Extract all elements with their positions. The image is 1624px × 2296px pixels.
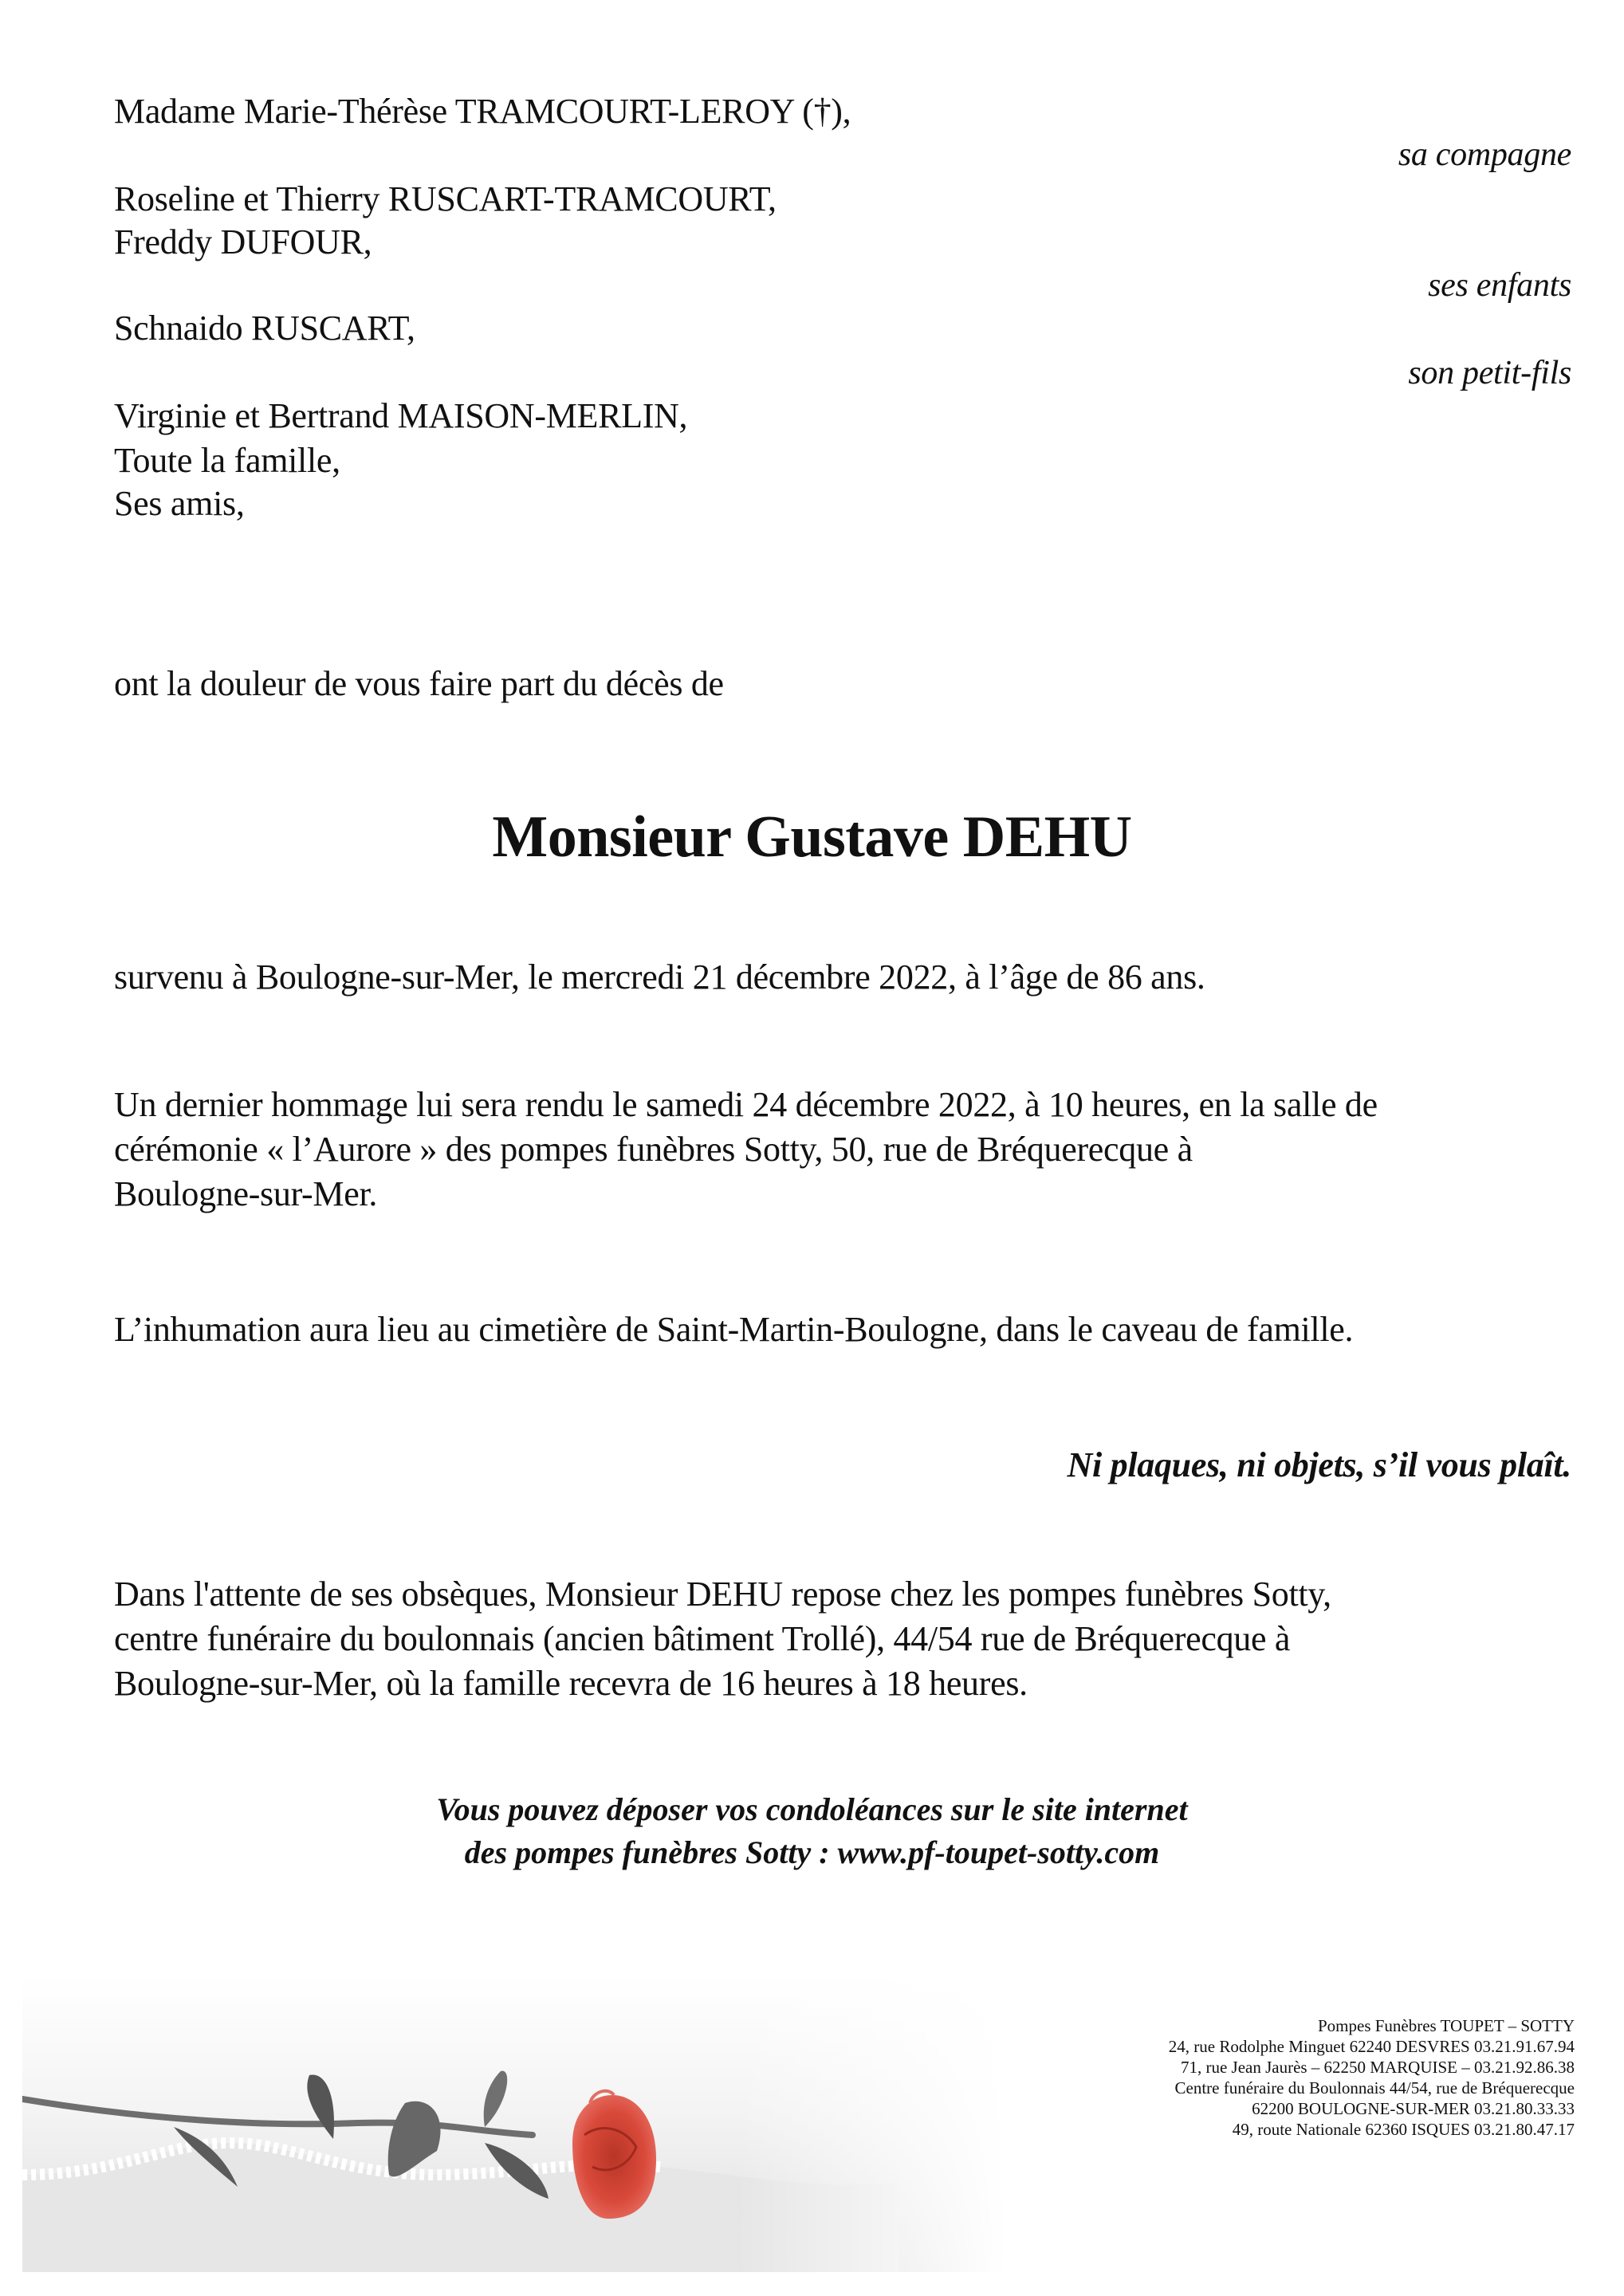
footer-address-centre: Centre funéraire du Boulonnais 44/54, rue de Bréquerecque [1174,2078,1575,2097]
family-line-others: Virginie et Bertrand MAISON-MERLIN, [114,396,688,435]
funeral-home-footer [1169,2015,1575,2140]
footer-company: Pompes Funèbres TOUPET – SOTTY [1317,2016,1575,2035]
condolences-link[interactable]: des pompes funèbres Sotty : www.pf-toupet-sotty.com [464,1834,1160,1870]
condolences-line-1: Vous pouvez déposer vos condoléances sur le site internet [436,1791,1188,1827]
footer-address-desvres: 24, rue Rodolphe Minguet 62240 DESVRES 03.21.91.67.94 [1168,2037,1575,2056]
family-line-family: Toute la famille, [114,441,340,480]
death-details: survenu à Boulogne-sur-Mer, le mercredi 21 décembre 2022, à l’âge de 86 ans. [114,957,1205,997]
family-line-grandson: Schnaido RUSCART, [114,309,415,348]
deceased-name: Monsieur Gustave DEHU [492,804,1132,870]
family-line-children-2: Freddy DUFOUR, [114,222,372,261]
ceremony-line-2: cérémonie « l’Aurore » des pompes funèbres Sotty, 50, rue de Bréquerecque à [114,1130,1193,1169]
family-line-friends: Ses amis, [114,484,245,523]
visitation-line-3: Boulogne-sur-Mer, où la famille recevra de 16 heures à 18 heures. [114,1664,1028,1703]
ceremony-line-1: Un dernier hommage lui sera rendu le samedi 24 décembre 2022, à 10 heures, en la salle de [114,1085,1378,1124]
footer-address-boulogne: 62200 BOULOGNE-SUR-MER 03.21.80.33.33 [1252,2099,1575,2118]
footer-address-marquise: 71, rue Jean Jaurès – 62250 MARQUISE – 03.21.92.86.38 [1180,2058,1575,2077]
announcement-text: ont la douleur de vous faire part du décès de [114,664,724,703]
relation-children: ses enfants [1428,267,1571,304]
family-line-children-1: Roseline et Thierry RUSCART-TRAMCOURT, [114,179,777,218]
family-line-partner: Madame Marie-Thérèse TRAMCOURT-LEROY (†), [114,92,851,131]
visitation-line-2: centre funéraire du boulonnais (ancien bâtiment Trollé), 44/54 rue de Bréquerecque à [114,1619,1291,1658]
footer-address-isques: 49, route Nationale 62360 ISQUES 03.21.80.47.17 [1232,2120,1575,2139]
visitation-line-1: Dans l'attente de ses obsèques, Monsieur DEHU repose chez les pompes funèbres Sotty, [114,1575,1331,1614]
relation-partner: sa compagne [1398,136,1571,173]
relation-grandson: son petit-fils [1408,355,1571,391]
no-flowers-request: Ni plaques, ni objets, s’il vous plaît. [1067,1445,1571,1484]
ceremony-line-3: Boulogne-sur-Mer. [114,1174,378,1213]
burial-text: L’inhumation aura lieu au cimetière de Saint-Martin-Boulogne, dans le caveau de famille. [114,1310,1354,1349]
